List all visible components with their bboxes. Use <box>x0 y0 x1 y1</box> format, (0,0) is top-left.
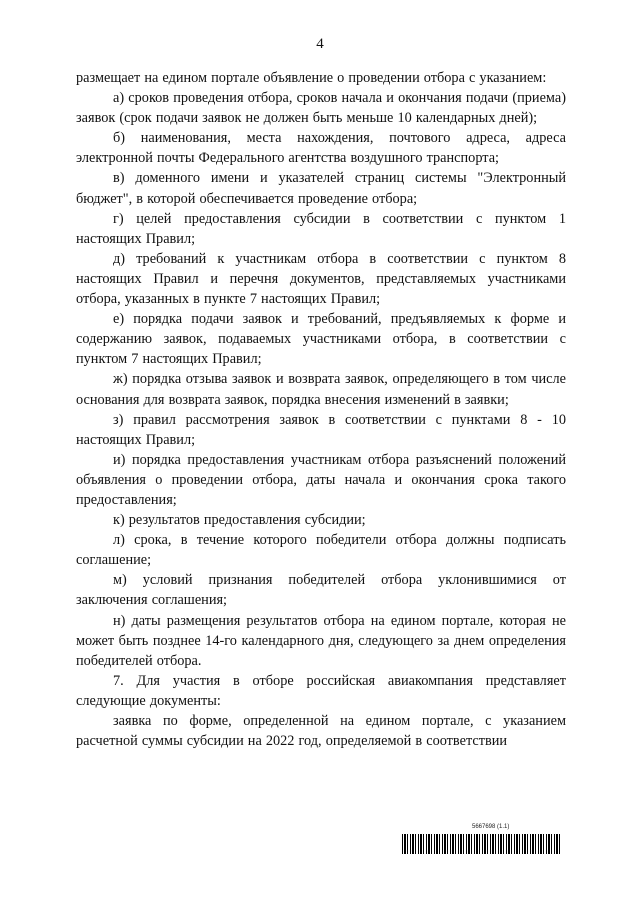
document-body <box>76 68 566 751</box>
paragraph: заявка по форме, определенной на едином портале, с указанием расчетной суммы субсидии на 2022 год, определяемой в соответствии <box>76 713 566 750</box>
list-item: в) доменного имени и указателей страниц системы "Электронный бюджет", в которой обеспечивается проведение отбора; <box>76 170 566 207</box>
list-item: л) срока, в течение которого победители отбора должны подписать соглашение; <box>76 532 566 569</box>
paragraph: размещает на едином портале объявление о проведении отбора с указанием: <box>76 70 547 86</box>
list-item: б) наименования, места нахождения, почтового адреса, адреса электронной почты Федерального агентства воздушного транспорта; <box>76 130 566 167</box>
page-number: 4 <box>316 36 324 52</box>
list-item: г) целей предоставления субсидии в соответствии с пунктом 1 настоящих Правил; <box>76 210 566 247</box>
list-item: м) условий признания победителей отбора уклонившимися от заключения соглашения; <box>76 572 566 609</box>
barcode-icon <box>402 834 562 854</box>
list-item: а) сроков проведения отбора, сроков начала и окончания подачи (приема) заявок (срок подачи заявок не должен быть меньше 10 календарных дней); <box>76 90 566 127</box>
barcode-block <box>402 824 562 856</box>
list-item: е) порядка подачи заявок и требований, предъявляемых к форме и содержанию заявок, подаваемых участниками отбора, в соответствии с пунктом 7 настоящих Правил; <box>76 311 566 368</box>
section-paragraph: 7. Для участия в отборе российская авиакомпания представляет следующие документы: <box>76 672 566 709</box>
list-item: н) даты размещения результатов отбора на едином портале, которая не может быть позднее 14-го календарного дня, следующего за днем определения победителей отбора. <box>76 612 566 669</box>
list-item: ж) порядка отзыва заявок и возврата заявок, определяющего в том числе основания для возврата заявок, порядка внесения изменений в заявки; <box>76 371 566 408</box>
barcode-caption: 5667698 (1.1) <box>472 824 510 830</box>
list-item: з) правил рассмотрения заявок в соответствии с пунктами 8 - 10 настоящих Правил; <box>76 411 566 448</box>
list-item: и) порядка предоставления участникам отбора разъяснений положений объявления о проведении отбора, даты начала и окончания срока такого предоставления; <box>76 451 566 508</box>
list-item: к) результатов предоставления субсидии; <box>113 512 366 529</box>
list-item: д) требований к участникам отбора в соответствии с пунктом 8 настоящих Правил и перечня документов, представляемых участниками отбора, указанных в пункте 7 настоящих Правил; <box>76 250 566 308</box>
